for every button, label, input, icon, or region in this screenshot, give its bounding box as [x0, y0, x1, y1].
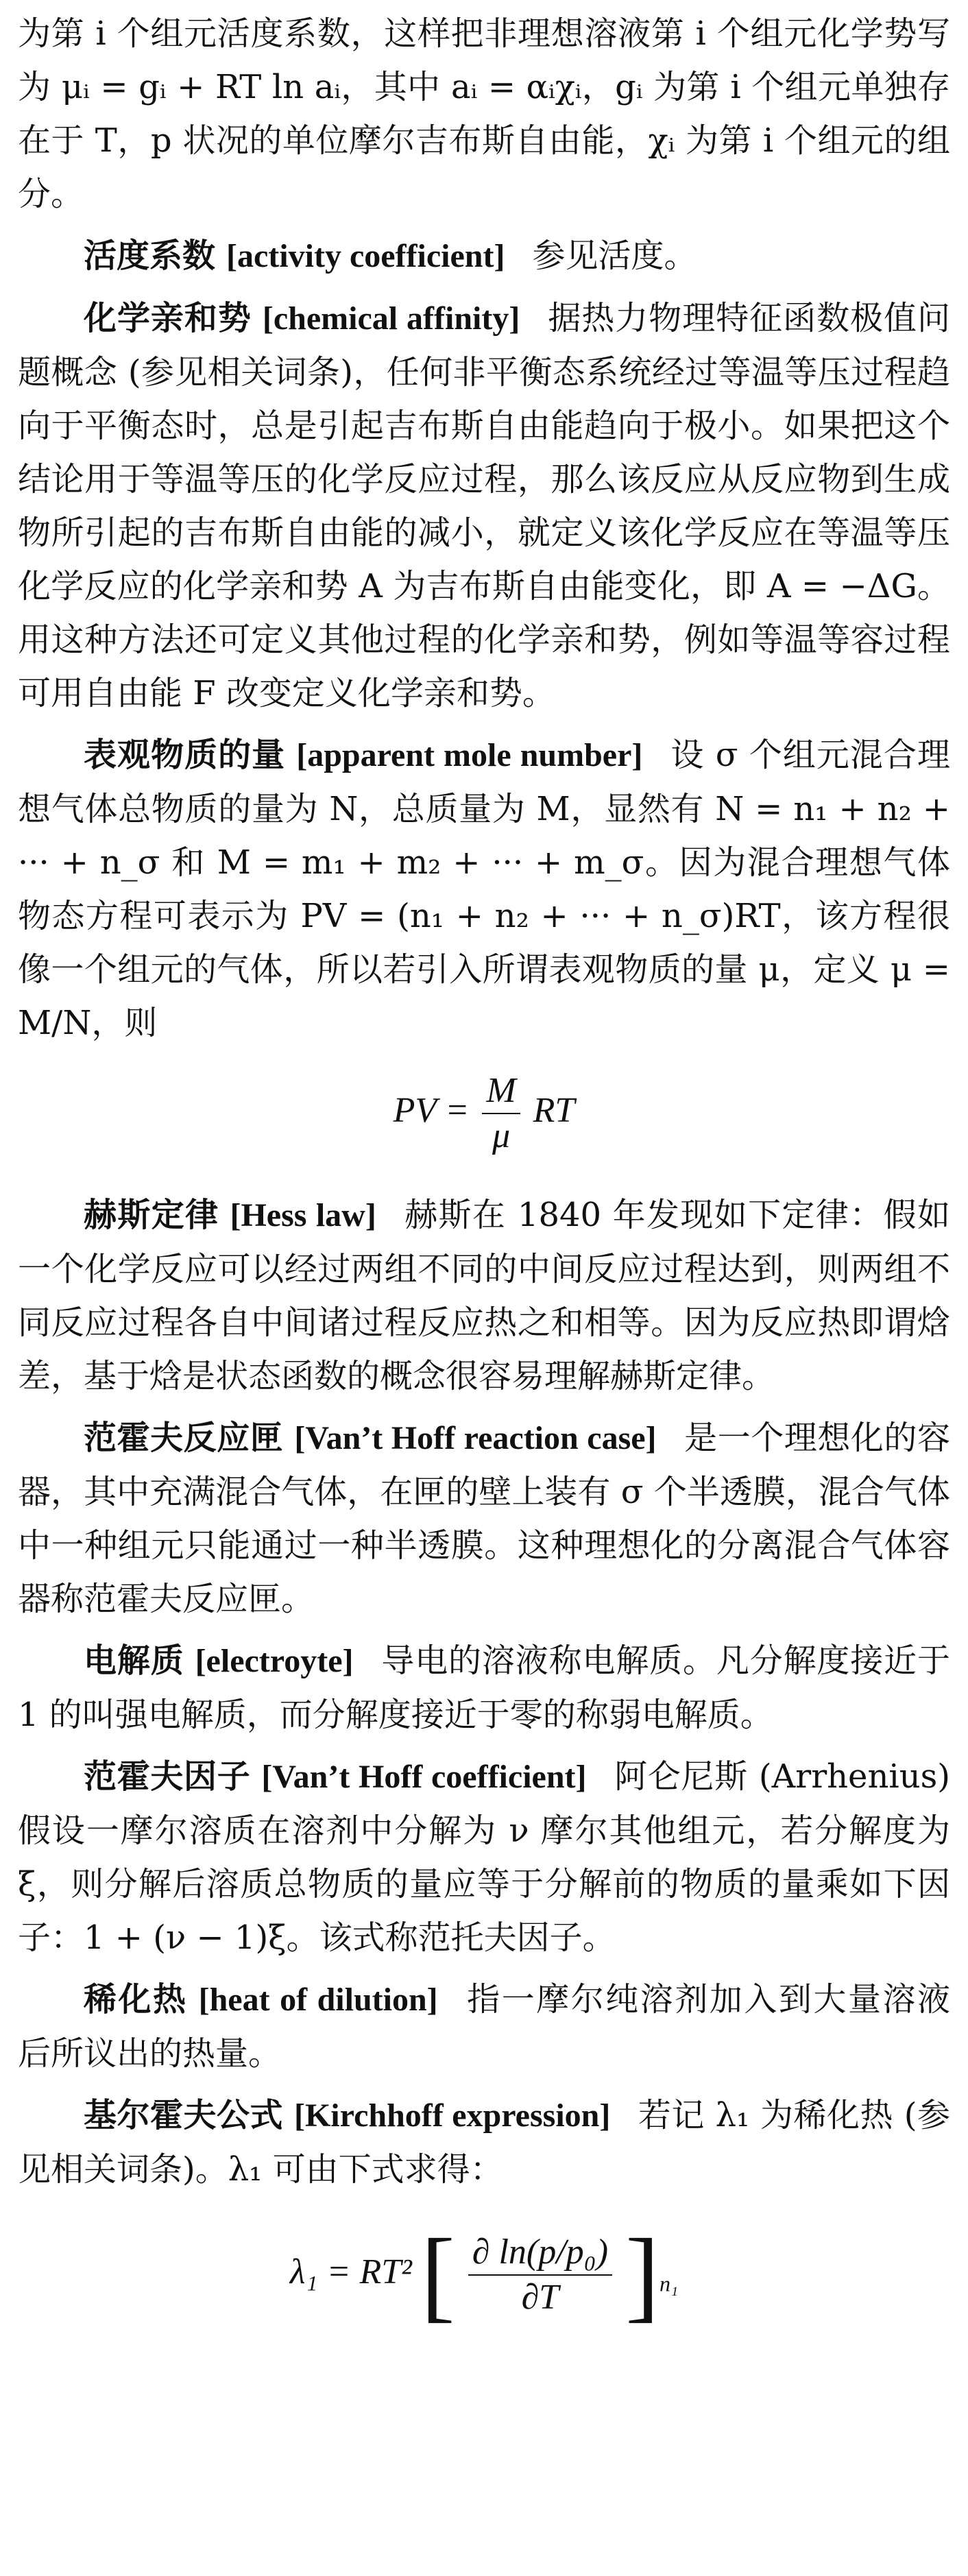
entry-vant-hoff-reaction-case	[18, 1411, 950, 1626]
equation-kirchhoff	[18, 2218, 950, 2332]
entry-body: 设 σ 个组元混合理想气体总物质的量为 N，总质量为 M，显然有 N = n₁ + n₂ + ··· + n_σ 和 M = m₁ + m₂ + ··· + m_σ。因为混合理想气体物态方程可表示为 PV = (n₁ + n₂ + ··· + n_σ)RT，该方程很像一个组元的气体，所以若引入所谓表观物质的量 μ，定义 μ = M/N，则	[18, 736, 950, 1042]
entry-term: 活度系数	[84, 237, 216, 275]
left-bracket: [	[420, 2218, 455, 2332]
fraction-denominator: ∂T	[521, 2278, 559, 2317]
entry-hess-law	[18, 1188, 950, 1403]
equation-fraction	[482, 1073, 520, 1154]
intro-paragraph: 为第 i 个组元活度系数，这样把非理想溶液第 i 个组元化学势写为 μᵢ = gᵢ + RT ln aᵢ，其中 aᵢ = αᵢχᵢ，gᵢ 为第 i 个组元单独存在于 T，p 状况的单位摩尔吉布斯自由能，χᵢ 为第 i 个组元的组分。	[18, 14, 950, 213]
entry-term: 稀化热	[84, 1980, 188, 2019]
entry-english: [Hess law]	[230, 1197, 376, 1233]
fraction-denominator: μ	[492, 1116, 511, 1155]
entry-term: 范霍夫因子	[84, 1757, 251, 1796]
entry-english: [activity coefficient]	[226, 238, 505, 274]
entry-body: 指一摩尔纯溶剂加入到大量溶液后所议出的热量。	[18, 1980, 950, 2073]
entry-electrolyte	[18, 1634, 950, 1742]
entry-english: [Van’t Hoff reaction case]	[294, 1420, 657, 1456]
equation-rhs: RT	[533, 1090, 575, 1130]
equation-fraction	[468, 2232, 612, 2317]
right-bracket: ]	[625, 2218, 660, 2332]
equation-apparent-mole	[18, 1073, 950, 1154]
entry-body: 据热力物理特征函数极值问题概念 (参见相关词条)，任何非平衡态系统经过等温等压过程趋向于平衡态时，总是引起吉布斯自由能趋向于极小。如果把这个结论用于等温等压的化学反应过程，那么该反应从反应物到生成物所引起的吉布斯自由能的减小，就定义该化学反应在等温等压化学反应的化学亲和势 A 为吉布斯自由能变化，即 A = −ΔG。用这种方法还可定义其他过程的化学亲和势，例如等温等容过程可用自由能 F 改变定义化学亲和势。	[18, 299, 950, 712]
entry-vant-hoff-coefficient	[18, 1750, 950, 1964]
entry-term: 化学亲和势	[84, 299, 252, 337]
equation-lhs: PV =	[393, 1090, 470, 1130]
entry-english: [chemical affinity]	[262, 300, 520, 337]
entry-term: 表观物质的量	[84, 736, 286, 774]
entry-english: [heat of dilution]	[198, 1982, 438, 2018]
entry-apparent-mole-number	[18, 728, 950, 1050]
entry-term: 范霍夫反应匣	[84, 1419, 284, 1457]
entry-body: 参见活度。	[532, 237, 697, 275]
entry-body: 赫斯在 1840 年发现如下定律：假如一个化学反应可以经过两组不同的中间反应过程达到，则两组不同反应过程各自中间诸过程反应热之和相等。因为反应热即谓焓差，基于焓是状态函数的概念很容易理解赫斯定律。	[18, 1196, 950, 1395]
fraction-numerator: ∂ ln(p/p₀)	[468, 2235, 612, 2276]
entry-kirchhoff-expression	[18, 2089, 950, 2196]
entry-term: 基尔霍夫公式	[84, 2096, 283, 2134]
entry-english: [Van’t Hoff coefficient]	[261, 1759, 587, 1795]
entry-body: 阿仑尼斯 (Arrhenius) 假设一摩尔溶质在溶剂中分解为 ν 摩尔其他组元，若分解度为 ξ，则分解后溶质总物质的量应等于分解前的物质的量乘如下因子：1 + (ν − 1)ξ。该式称范托夫因子。	[18, 1757, 950, 1957]
entry-body: 若记 λ₁ 为稀化热 (参见相关词条)。λ₁ 可由下式求得：	[18, 2096, 950, 2189]
fraction-numerator: M	[482, 1073, 520, 1114]
entry-activity-coefficient	[18, 229, 950, 283]
entry-term: 赫斯定律	[84, 1196, 219, 1234]
entry-chemical-affinity	[18, 291, 950, 720]
equation-lhs: λ₁ = RT²	[289, 2252, 412, 2291]
entry-english: [Kirchhoff expression]	[293, 2097, 611, 2134]
entry-english: [electroyte]	[195, 1643, 354, 1679]
entry-heat-of-dilution	[18, 1973, 950, 2080]
entry-body: 是一个理想化的容器，其中充满混合气体，在匣的壁上装有 σ 个半透膜，混合气体中一种组元只能通过一种半透膜。这种理想化的分离混合气体容器称范霍夫反应匣。	[18, 1419, 950, 1618]
entry-term: 电解质	[84, 1641, 184, 1680]
entry-body: 导电的溶液称电解质。凡分解度接近于 1 的叫强电解质，而分解度接近于零的称弱电解质。	[18, 1641, 950, 1734]
bracket-subscript: n₁	[660, 2271, 679, 2296]
entry-english: [apparent mole number]	[296, 737, 643, 773]
